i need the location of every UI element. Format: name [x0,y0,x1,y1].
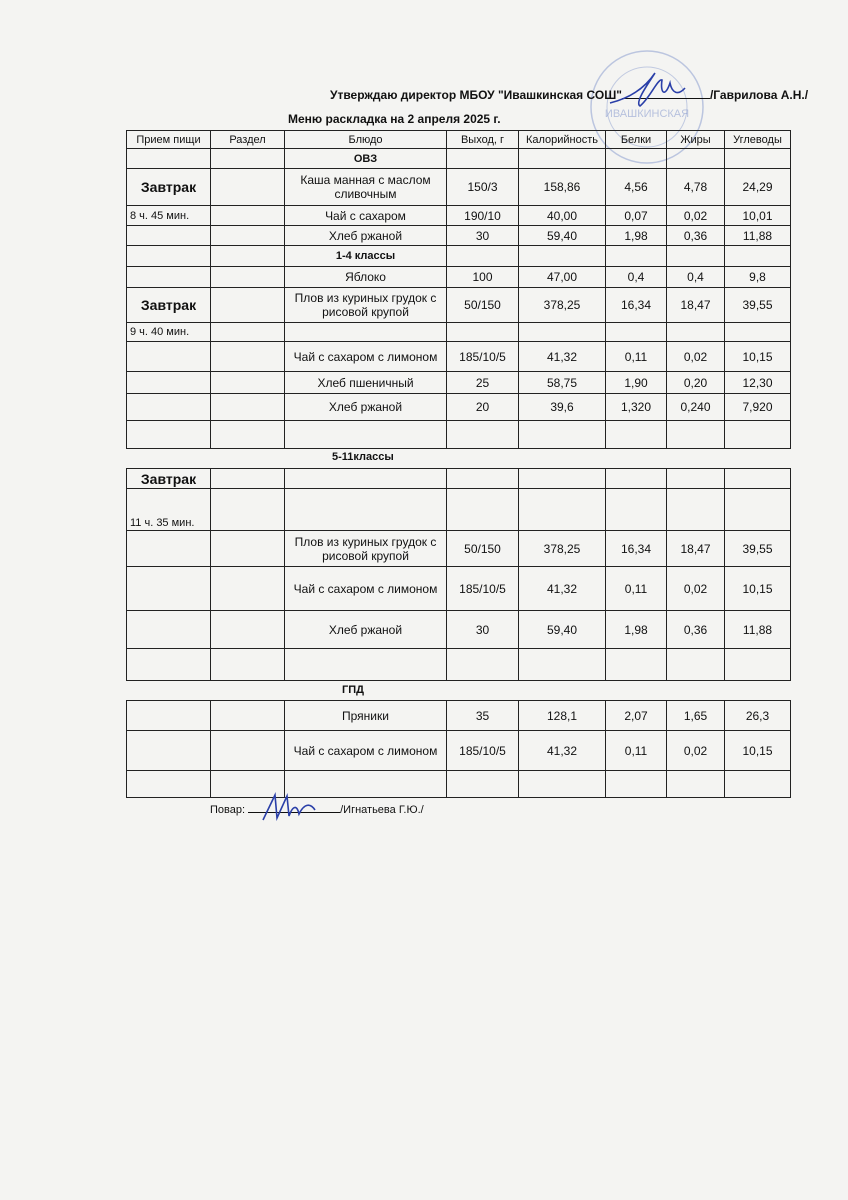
kcal-cell: 40,00 [519,206,606,226]
meal-cell [127,226,211,246]
f-cell: 0,240 [667,394,725,421]
dish-cell [285,421,447,449]
out-cell: 185/10/5 [447,567,519,611]
column-header: Жиры [667,131,725,149]
dish-cell [285,649,447,681]
f-cell: 0,36 [667,611,725,649]
column-header: Раздел [211,131,285,149]
table1-grid [126,130,791,449]
meal-cell [127,567,211,611]
meal-cell: 9 ч. 40 мин. [127,323,211,342]
f-cell: 0,02 [667,342,725,372]
out-cell [447,323,519,342]
c-cell [725,421,791,449]
p-cell [606,323,667,342]
meal-cell: Завтрак [127,469,211,489]
c-cell: 39,55 [725,531,791,567]
section-cell [211,531,285,567]
f-cell: 18,47 [667,531,725,567]
meal-cell [127,649,211,681]
f-cell [667,469,725,489]
section-cell [211,226,285,246]
meal-cell [127,421,211,449]
out-cell: 50/150 [447,288,519,323]
approval-line [330,88,808,102]
meal-cell [127,267,211,288]
kcal-cell: 41,32 [519,731,606,771]
director-name: /Гаврилова А.Н./ [709,88,809,102]
table-row [127,246,791,267]
cook-name: /Игнатьева Г.Ю./ [340,804,424,816]
meal-cell: Завтрак [127,288,211,323]
f-cell [667,771,725,798]
out-cell [447,246,519,267]
meal-cell [127,611,211,649]
kcal-cell: 378,25 [519,531,606,567]
c-cell [725,149,791,169]
dish-cell: Каша манная с маслом сливочным [285,169,447,206]
dish-cell: Хлеб ржаной [285,611,447,649]
column-header: Калорийность [519,131,606,149]
page-title: Меню раскладка на 2 апреля 2025 г. [288,112,501,126]
section-cell [211,149,285,169]
kcal-cell: 158,86 [519,169,606,206]
c-cell: 12,30 [725,372,791,394]
p-cell [606,469,667,489]
approval-text: Утверждаю директор МБОУ "Ивашкинская СОШ" [330,88,622,102]
table-row [127,611,791,649]
c-cell: 7,920 [725,394,791,421]
kcal-cell [519,771,606,798]
dish-cell: Чай с сахаром с лимоном [285,567,447,611]
p-cell: 2,07 [606,701,667,731]
f-cell: 0,02 [667,567,725,611]
kcal-cell: 41,32 [519,342,606,372]
c-cell [725,489,791,531]
f-cell [667,649,725,681]
dish-cell: Плов из куриных грудок с рисовой крупой [285,531,447,567]
f-cell: 0,4 [667,267,725,288]
meal-cell [127,701,211,731]
table-row [127,731,791,771]
section-label-gpd: ГПД [342,684,364,696]
f-cell: 0,02 [667,206,725,226]
dish-cell [285,323,447,342]
kcal-cell [519,469,606,489]
p-cell: 1,320 [606,394,667,421]
section-cell [211,649,285,681]
meal-cell [127,531,211,567]
table-row [127,394,791,421]
c-cell: 11,88 [725,226,791,246]
section-cell [211,169,285,206]
table-header [127,131,791,149]
column-header: Блюдо [285,131,447,149]
f-cell: 0,36 [667,226,725,246]
table-row [127,469,791,489]
out-cell: 30 [447,226,519,246]
meal-cell [127,731,211,771]
dish-cell: Чай с сахаром [285,206,447,226]
dish-cell [285,469,447,489]
c-cell: 9,8 [725,267,791,288]
out-cell: 150/3 [447,169,519,206]
p-cell: 0,11 [606,731,667,771]
kcal-cell [519,323,606,342]
meal-cell: 8 ч. 45 мин. [127,206,211,226]
p-cell [606,149,667,169]
column-header: Углеводы [725,131,791,149]
p-cell: 16,34 [606,288,667,323]
kcal-cell [519,149,606,169]
out-cell [447,421,519,449]
f-cell [667,421,725,449]
f-cell: 18,47 [667,288,725,323]
p-cell [606,421,667,449]
f-cell [667,323,725,342]
section-cell [211,288,285,323]
kcal-cell: 39,6 [519,394,606,421]
out-cell [447,469,519,489]
p-cell: 0,11 [606,567,667,611]
section-cell [211,469,285,489]
f-cell [667,149,725,169]
f-cell: 0,02 [667,731,725,771]
dish-cell: ОВЗ [285,149,447,169]
cook-label: Повар: [210,804,246,816]
kcal-cell: 58,75 [519,372,606,394]
kcal-cell: 59,40 [519,611,606,649]
p-cell: 0,4 [606,267,667,288]
section-cell [211,372,285,394]
kcal-cell: 128,1 [519,701,606,731]
f-cell: 1,65 [667,701,725,731]
section-cell [211,731,285,771]
out-cell: 20 [447,394,519,421]
table-row [127,567,791,611]
out-cell [447,489,519,531]
dish-cell: Плов из куриных грудок с рисовой крупой [285,288,447,323]
kcal-cell [519,489,606,531]
out-cell: 100 [447,267,519,288]
section-cell [211,323,285,342]
cook-signature [255,790,325,825]
c-cell: 39,55 [725,288,791,323]
p-cell [606,649,667,681]
c-cell: 10,15 [725,731,791,771]
dish-cell: Пряники [285,701,447,731]
p-cell: 1,98 [606,611,667,649]
out-cell: 190/10 [447,206,519,226]
c-cell [725,771,791,798]
kcal-cell [519,246,606,267]
meal-cell [127,342,211,372]
c-cell [725,649,791,681]
p-cell [606,771,667,798]
f-cell: 0,20 [667,372,725,394]
f-cell [667,246,725,267]
kcal-cell: 59,40 [519,226,606,246]
out-cell: 30 [447,611,519,649]
c-cell: 10,15 [725,567,791,611]
dish-cell: Яблоко [285,267,447,288]
c-cell: 24,29 [725,169,791,206]
out-cell: 35 [447,701,519,731]
table-row [127,531,791,567]
f-cell [667,489,725,531]
section-cell [211,701,285,731]
c-cell: 10,01 [725,206,791,226]
dish-cell: Хлеб ржаной [285,226,447,246]
dish-cell: Чай с сахаром с лимоном [285,731,447,771]
p-cell: 1,90 [606,372,667,394]
p-cell: 0,07 [606,206,667,226]
kcal-cell: 47,00 [519,267,606,288]
meal-cell: 11 ч. 35 мин. [127,489,211,531]
c-cell [725,323,791,342]
c-cell: 10,15 [725,342,791,372]
svg-text:ИВАШКИНСКАЯ: ИВАШКИНСКАЯ [604,108,690,120]
column-header: Белки [606,131,667,149]
kcal-cell [519,421,606,449]
p-cell [606,489,667,531]
table-row [127,323,791,342]
kcal-cell: 41,32 [519,567,606,611]
section-label-5-11: 5-11классы [332,451,394,463]
dish-cell: 1-4 классы [285,246,447,267]
column-header: Прием пищи [127,131,211,149]
section-cell [211,246,285,267]
table-row [127,771,791,798]
dish-cell: Хлеб ржаной [285,394,447,421]
table-row [127,206,791,226]
table-row [127,267,791,288]
c-cell: 26,3 [725,701,791,731]
table-row [127,649,791,681]
p-cell [606,246,667,267]
p-cell: 16,34 [606,531,667,567]
table-row [127,701,791,731]
section-cell [211,267,285,288]
dish-cell: Хлеб пшеничный [285,372,447,394]
table-row [127,226,791,246]
c-cell [725,246,791,267]
f-cell: 4,78 [667,169,725,206]
table-row [127,288,791,323]
meal-cell [127,149,211,169]
section-cell [211,394,285,421]
dish-cell: Чай с сахаром с лимоном [285,342,447,372]
section-cell [211,421,285,449]
out-cell: 185/10/5 [447,731,519,771]
column-header: Выход, г [447,131,519,149]
table-row [127,149,791,169]
table-row [127,342,791,372]
p-cell: 4,56 [606,169,667,206]
section-cell [211,489,285,531]
meal-cell [127,771,211,798]
out-cell [447,149,519,169]
table-row [127,169,791,206]
table-row [127,489,791,531]
section-cell [211,206,285,226]
kcal-cell: 378,25 [519,288,606,323]
table-row [127,421,791,449]
section-cell [211,342,285,372]
meal-cell: Завтрак [127,169,211,206]
out-cell: 50/150 [447,531,519,567]
out-cell [447,771,519,798]
p-cell: 1,98 [606,226,667,246]
meal-cell [127,246,211,267]
out-cell: 25 [447,372,519,394]
table2-grid [126,468,791,681]
kcal-cell [519,649,606,681]
section-cell [211,611,285,649]
c-cell: 11,88 [725,611,791,649]
section-cell [211,567,285,611]
table3-grid [126,700,791,798]
out-cell: 185/10/5 [447,342,519,372]
out-cell [447,649,519,681]
p-cell: 0,11 [606,342,667,372]
c-cell [725,469,791,489]
table-row [127,372,791,394]
meal-cell [127,394,211,421]
dish-cell [285,489,447,531]
director-signature [600,68,690,113]
meal-cell [127,372,211,394]
